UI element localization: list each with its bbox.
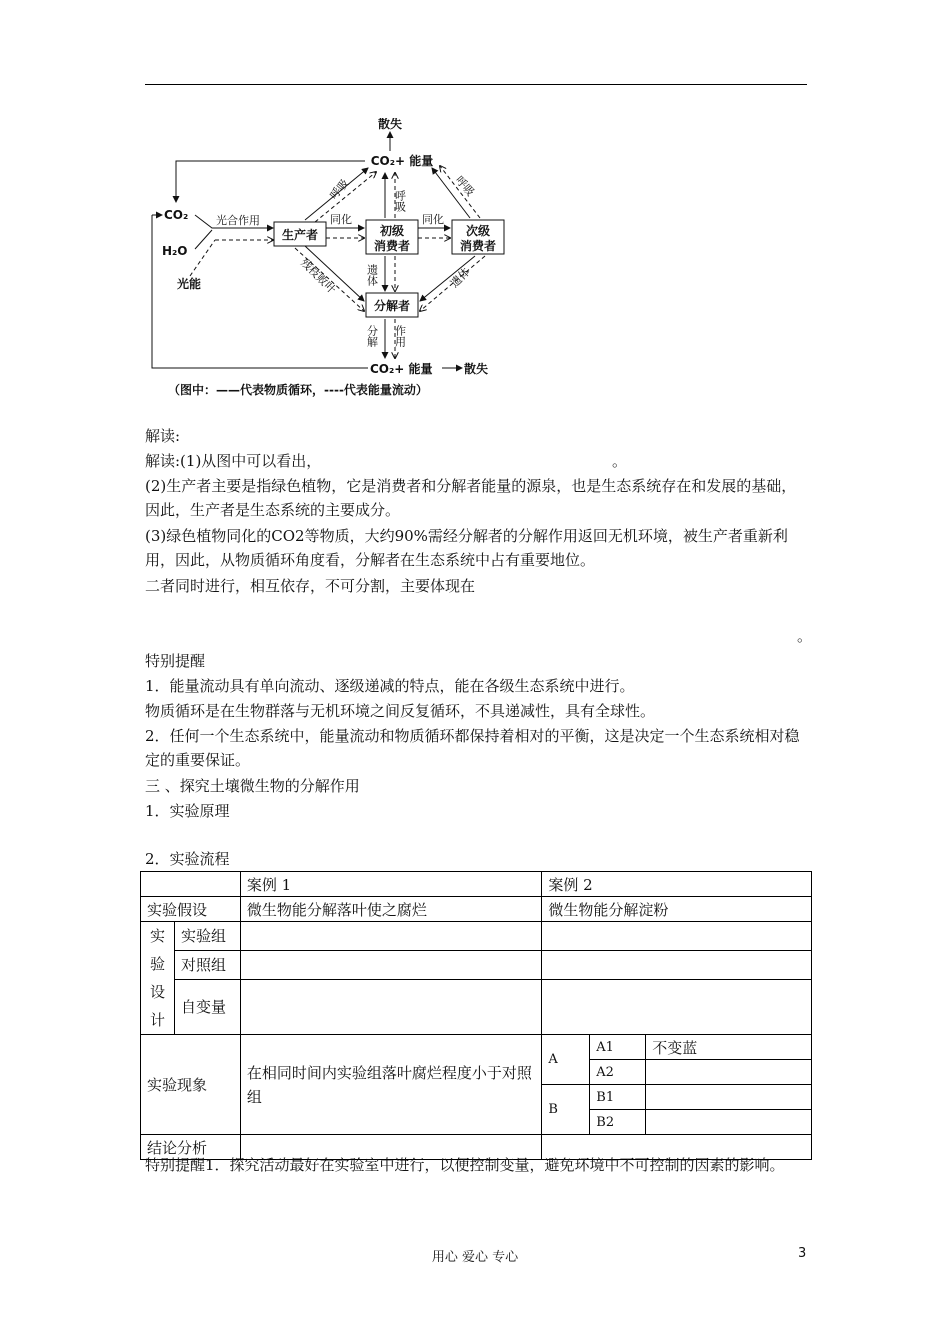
jiedu-3: (3)绿色植物同化的CO2等物质，大约90%需经分解者的分解作用返回无机环境，被生产者重新利用，因此，从物质循环角度看，分解者在生态系统中占有重要地位。 <box>145 527 788 569</box>
diagram-secondary-consumer: 次级 <box>465 224 491 238</box>
diagram-secondary-consumer-2: 消费者 <box>459 239 497 253</box>
group-b: B <box>542 1085 590 1135</box>
diagram-litter: 残枝败叶 <box>297 255 339 297</box>
diagram-producer: 生产者 <box>281 228 319 242</box>
diagram-photosynthesis: 光合作用 <box>216 214 260 227</box>
variable-case1 <box>240 979 541 1034</box>
ctrl-group-case2 <box>542 950 812 979</box>
group-a: A <box>542 1035 590 1085</box>
exp-group-case1 <box>240 922 541 951</box>
tip-1: 1．能量流动具有单向流动、逐级递减的特点，能在各级生态系统中进行。 <box>145 677 635 695</box>
diagram-decomposer: 分解者 <box>373 299 411 313</box>
diagram-h2o: H₂O <box>162 244 188 258</box>
hypothesis-case2: 微生物能分解淀粉 <box>542 897 812 922</box>
section-3-heading: 三 、探究土壤微生物的分解作用 <box>145 777 360 795</box>
table-row <box>141 979 812 1034</box>
table-row <box>141 1035 812 1060</box>
diagram-primary-consumer-2: 消费者 <box>373 239 411 253</box>
principle-heading: 1．实验原理 <box>145 802 230 820</box>
variable-label: 自变量 <box>174 979 240 1034</box>
diagram-respiration-1: 呼吸 <box>327 176 352 202</box>
hypothesis-case1: 微生物能分解落叶使之腐烂 <box>240 897 541 922</box>
jiedu-1-end: 。 <box>612 452 628 470</box>
diagram-co2-energy-bottom: CO₂+ 能量 <box>370 362 433 376</box>
ecosystem-cycle-diagram <box>140 118 540 408</box>
diagram-respiration-3: 呼吸 <box>452 173 477 199</box>
diagram-light: 光能 <box>177 277 202 291</box>
b2-label: B2 <box>590 1110 646 1135</box>
ctrl-group-case1 <box>240 950 541 979</box>
a1-label: A1 <box>590 1035 646 1060</box>
b1-label: B1 <box>590 1085 646 1110</box>
relation-end: 。 <box>797 627 813 645</box>
case1-header: 案例 1 <box>240 872 541 897</box>
page-number: 3 <box>798 1246 807 1261</box>
diagram-remains-2: 遗体 <box>447 265 473 291</box>
diagram-respiration-2: 呼吸 <box>393 190 407 212</box>
diagram-svg <box>140 118 540 408</box>
a2-label: A2 <box>590 1060 646 1085</box>
a1-result: 不变蓝 <box>646 1035 812 1060</box>
jiedu-heading: 解读: <box>145 427 181 445</box>
exp-group-label: 实验组 <box>174 922 240 951</box>
experiment-table <box>140 871 812 1160</box>
variable-case2 <box>542 979 812 1034</box>
tip-heading: 特别提醒 <box>145 652 206 670</box>
conclusion-label: 结论分析 <box>141 1135 241 1160</box>
diagram-remains-1: 遗体 <box>365 264 379 286</box>
tip-final: 特别提醒1．探究活动最好在实验室中进行，以便控制变量，避免环境中不可控制的因素的影响。 <box>145 1156 785 1174</box>
a2-result <box>646 1060 812 1085</box>
diagram-action: 作用 <box>393 325 407 347</box>
table-row <box>141 897 812 922</box>
exp-group-case2 <box>542 922 812 951</box>
b2-result <box>646 1110 812 1135</box>
jiedu-1: 解读:(1)从图中可以看出， <box>145 452 322 470</box>
diagram-caption: （图中：——代表物质循环，----代表能量流动） <box>168 383 428 397</box>
diagram-co2-left: CO₂ <box>164 208 189 222</box>
diagram-sanshi-top: 散失 <box>377 118 403 131</box>
relation-text: 二者同时进行，相互依存，不可分割，主要体现在 <box>145 577 476 595</box>
phenomenon-label: 实验现象 <box>141 1035 241 1135</box>
design-label: 实 验 设 计 <box>141 922 175 1035</box>
diagram-sanshi-bottom: 散失 <box>464 362 489 376</box>
diagram-primary-consumer: 初级 <box>379 224 405 238</box>
table-corner-cell <box>141 872 241 897</box>
table-row <box>141 872 812 897</box>
hypothesis-label: 实验假设 <box>141 897 241 922</box>
table-row <box>141 922 812 951</box>
b1-result <box>646 1085 812 1110</box>
diagram-assimilation-2: 同化 <box>422 213 444 226</box>
ctrl-group-label: 对照组 <box>174 950 240 979</box>
case2-header: 案例 2 <box>542 872 812 897</box>
header-rule <box>145 84 807 85</box>
diagram-co2-energy-top: CO₂+ 能量 <box>370 154 434 168</box>
jiedu-2: (2)生产者主要是指绿色植物，它是消费者和分解者能量的源泉，也是生态系统存在和发展的基础，因此，生产者是生态系统的主要成分。 <box>145 477 797 519</box>
footer-slogan: 用心 爱心 专心 <box>431 1250 519 1265</box>
diagram-decomposition: 分解 <box>365 325 379 347</box>
tip-2: 2．任何一个生态系统中，能量流动和物质循环都保持着相对的平衡，这是决定一个生态系统相对稳定的重要保证。 <box>145 727 800 769</box>
phenomenon-case1: 在相同时间内实验组落叶腐烂程度小于对照组 <box>240 1035 541 1135</box>
tip-1b: 物质循环是在生物群落与无机环境之间反复循环，不具递减性，具有全球性。 <box>145 702 656 720</box>
flow-heading: 2．实验流程 <box>145 850 230 868</box>
diagram-assimilation-1: 同化 <box>330 213 352 226</box>
table-row <box>141 950 812 979</box>
